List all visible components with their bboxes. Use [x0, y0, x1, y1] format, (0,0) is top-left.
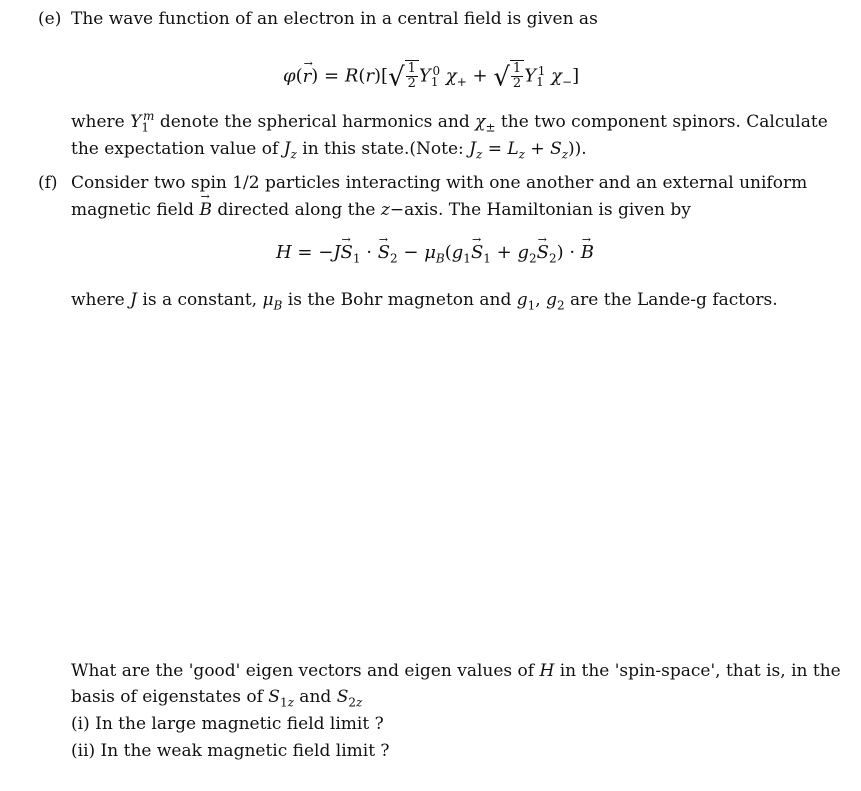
part-e-label: (e)	[38, 9, 62, 29]
part-f-label: (f)	[38, 173, 58, 193]
part-f-question-ii: (ii) In the weak magnetic field limit ?	[71, 741, 390, 761]
part-f-question-line1: What are the 'good' eigen vectors and eigen values of H in the 'spin-space', that is, in the	[71, 661, 841, 681]
part-f-line1: Consider two spin 1/2 particles interacting with one another and an external uniform	[71, 173, 808, 193]
part-e-intro: The wave function of an electron in a central field is given as	[71, 9, 598, 29]
part-f-line2: magnetic field → B directed along the z−axis. The Hamiltonian is given by	[71, 199, 691, 221]
part-e-line1: where $Y_1^m$ denote the spherical harmonics and $\chi_\pm$ the two component spinors. Calculate	[71, 109, 828, 135]
part-f-question-i: (i) In the large magnetic field limit ?	[71, 714, 384, 734]
part-f-hamiltonian: $H = -J\to S_1$ · → $S_2 - \mu_B(g_1\to S_1 + g_2\to S_2)$ · → B	[276, 240, 594, 266]
part-f-question-line2: basis of eigenstates of $S_{1z}$ and $S_{2z}$	[71, 687, 363, 710]
part-f-line3: where J is a constant, $\mu_B$ is the Bohr magneton and $g_1$, $g_2$ are the Lande-g factors.	[71, 290, 778, 313]
part-e-equation: φ(→ r) = R(r)[√ $\frac{1}{2}$ $Y_1^0$ $\chi_+$ + √ $\frac{1}{2}$ $Y_1^1$ $\chi_-$]	[283, 60, 579, 91]
part-e-line2: the expectation value of $J_z$ in this state.(Note: $J_z = L_z + S_z$)).	[71, 139, 587, 162]
